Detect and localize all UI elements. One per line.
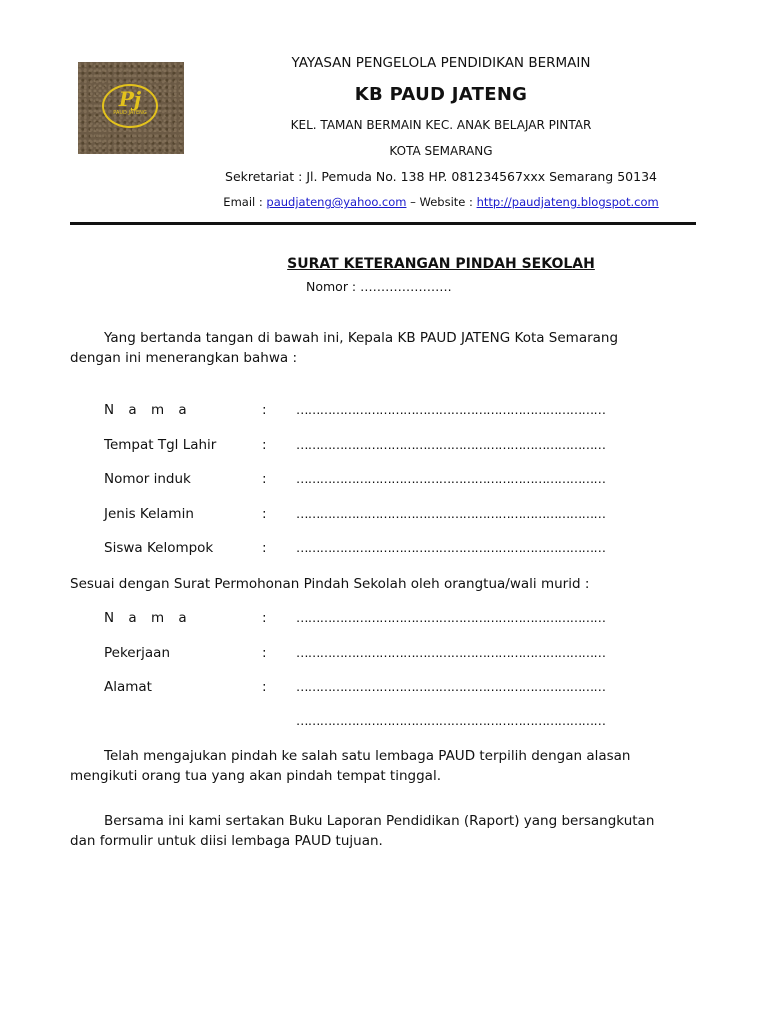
field-colon: : <box>262 402 267 418</box>
field-blank: …………………………………………………………………… <box>296 471 606 486</box>
field-blank: …………………………………………………………………… <box>296 540 606 555</box>
field-label: Jenis Kelamin <box>104 506 194 522</box>
school-logo <box>78 62 184 154</box>
org-name: YAYASAN PENGELOLA PENDIDIKAN BERMAIN <box>291 55 591 71</box>
attachment-line-2: dan formulir untuk diisi lembaga PAUD tujuan. <box>70 833 383 849</box>
letter-title: SURAT KETERANGAN PINDAH SEKOLAH <box>287 256 595 272</box>
reason-paragraph <box>70 746 696 786</box>
field-label: N a m a <box>104 610 192 626</box>
field-colon: : <box>262 610 267 626</box>
email-link[interactable]: paudjateng@yahoo.com <box>266 195 407 209</box>
request-line: Sesuai dengan Surat Permohonan Pindah Sekolah oleh orangtua/wali murid : <box>70 576 590 592</box>
intro-line-2: dengan ini menerangkan bahwa : <box>70 350 297 366</box>
website-link[interactable]: http://paudjateng.blogspot.com <box>476 195 659 209</box>
logo-initials: Pj <box>118 87 142 111</box>
letter-number: Nomor : …………………. <box>306 279 452 294</box>
field-blank: …………………………………………………………………… <box>296 402 606 417</box>
field-label: Nomor induk <box>104 471 191 487</box>
reason-line-1: Telah mengajukan pindah ke salah satu lembaga PAUD terpilih dengan alasan <box>104 748 631 764</box>
field-colon: : <box>262 679 267 695</box>
header-divider <box>70 222 696 225</box>
logo-badge <box>102 84 158 128</box>
field-colon: : <box>262 645 267 661</box>
field-blank: …………………………………………………………………… <box>296 645 606 660</box>
field-label: Tempat Tgl Lahir <box>104 437 217 453</box>
field-label: Siswa Kelompok <box>104 540 214 556</box>
attachment-paragraph <box>70 811 696 851</box>
intro-line-1: Yang bertanda tangan di bawah ini, Kepala KB PAUD JATENG Kota Semarang <box>104 330 619 346</box>
address-line-1: KEL. TAMAN BERMAIN KEC. ANAK BELAJAR PINTAR <box>290 118 592 132</box>
web-contact-line <box>206 195 676 209</box>
contact-line: Sekretariat : Jl. Pemuda No. 138 HP. 081234567xxx Semarang 50134 <box>225 169 657 184</box>
field-label: Pekerjaan <box>104 645 171 661</box>
field-blank: …………………………………………………………………… <box>296 679 606 694</box>
field-blank: …………………………………………………………………… <box>296 713 606 728</box>
reason-line-2: mengikuti orang tua yang akan pindah tempat tinggal. <box>70 768 441 784</box>
field-colon: : <box>262 471 267 487</box>
field-label: N a m a <box>104 402 192 418</box>
address-line-2: KOTA SEMARANG <box>389 144 493 158</box>
email-label: Email : <box>223 195 267 209</box>
website-label: – Website : <box>406 195 477 209</box>
field-colon: : <box>262 540 267 556</box>
attachment-line-1: Bersama ini kami sertakan Buku Laporan Pendidikan (Raport) yang bersangkutan <box>104 813 655 829</box>
intro-paragraph <box>70 328 696 368</box>
field-colon: : <box>262 506 267 522</box>
logo-subtext: PAUD JATENG <box>113 110 147 116</box>
field-blank: …………………………………………………………………… <box>296 437 606 452</box>
school-name: KB PAUD JATENG <box>354 84 528 105</box>
field-label: Alamat <box>104 679 152 695</box>
field-colon: : <box>262 437 267 453</box>
field-blank: …………………………………………………………………… <box>296 506 606 521</box>
field-blank: …………………………………………………………………… <box>296 610 606 625</box>
